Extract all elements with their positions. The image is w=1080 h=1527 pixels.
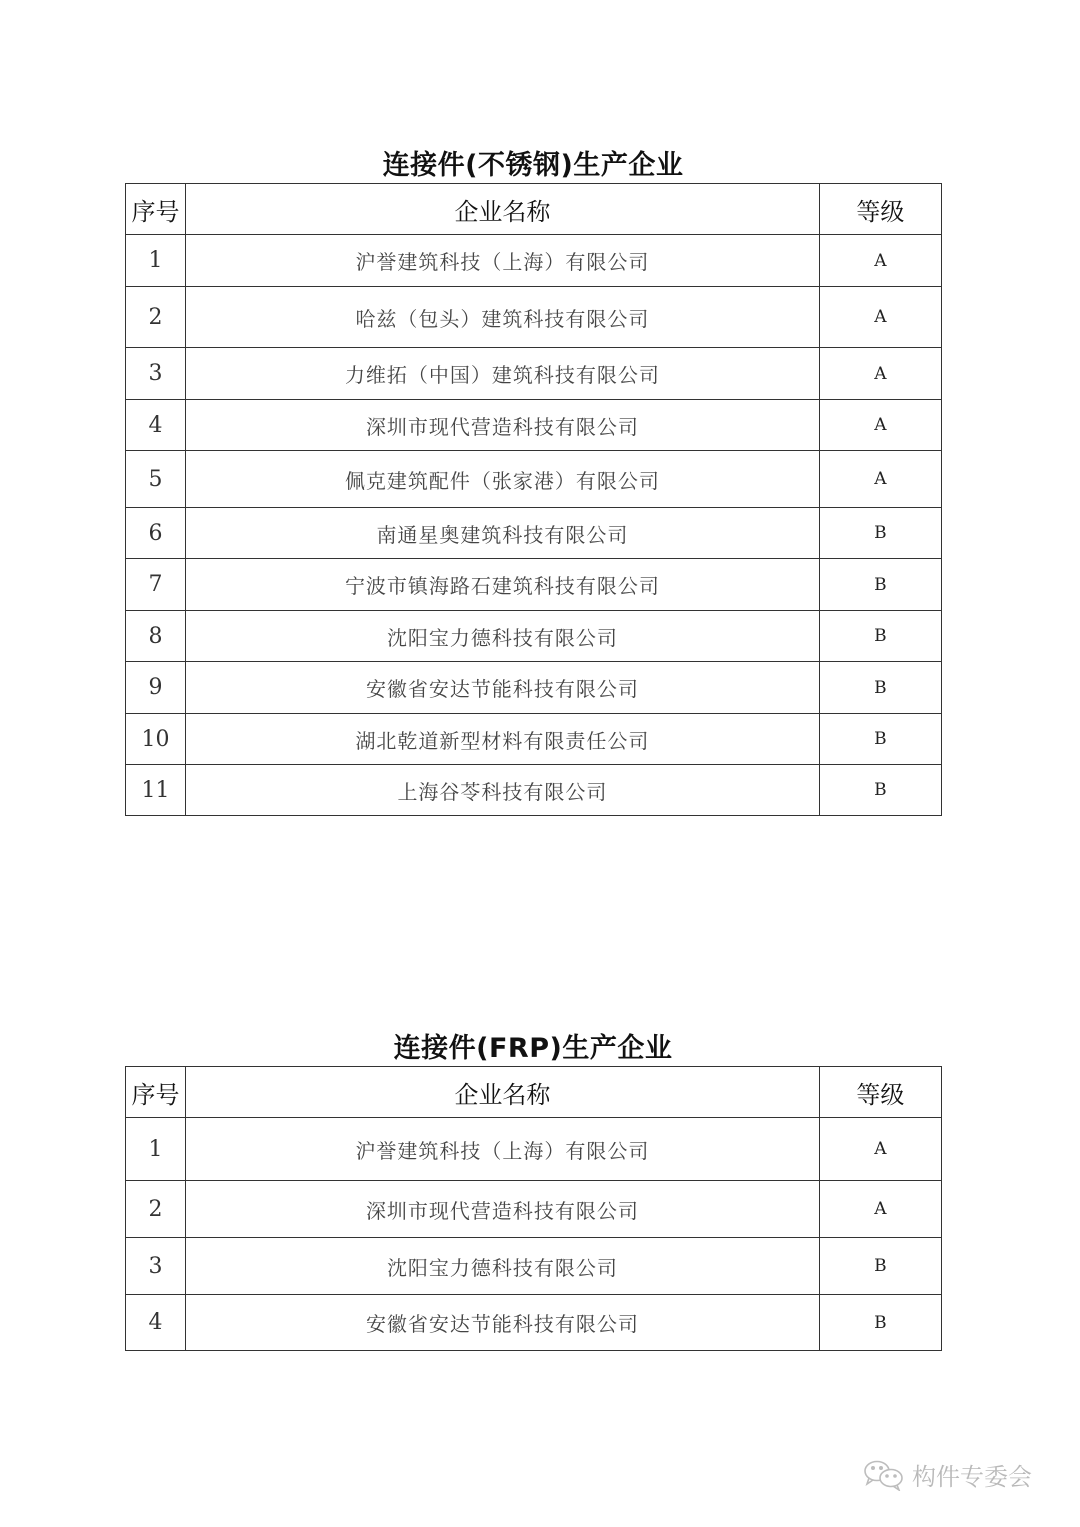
row-grade: B bbox=[819, 611, 941, 662]
header-grade: 等级 bbox=[819, 1067, 941, 1118]
table-row bbox=[126, 1295, 942, 1351]
row-grade: A bbox=[819, 1118, 941, 1181]
row-name: 哈兹（包头）建筑科技有限公司 bbox=[186, 287, 820, 348]
wechat-icon bbox=[862, 1459, 906, 1491]
row-no: 3 bbox=[126, 1238, 186, 1295]
row-name: 安徽省安达节能科技有限公司 bbox=[186, 662, 820, 714]
row-name: 沪誉建筑科技（上海）有限公司 bbox=[186, 1118, 820, 1181]
table-header-row bbox=[126, 1067, 942, 1118]
header-name: 企业名称 bbox=[186, 184, 820, 235]
table-row bbox=[126, 662, 942, 714]
row-name: 沈阳宝力德科技有限公司 bbox=[186, 1238, 820, 1295]
row-grade: B bbox=[819, 662, 941, 714]
row-no: 10 bbox=[126, 714, 186, 765]
table-row bbox=[126, 451, 942, 508]
row-grade: A bbox=[819, 451, 941, 508]
row-no: 11 bbox=[126, 765, 186, 816]
table-row bbox=[126, 348, 942, 400]
row-name: 安徽省安达节能科技有限公司 bbox=[186, 1295, 820, 1351]
row-name: 深圳市现代营造科技有限公司 bbox=[186, 400, 820, 451]
header-grade: 等级 bbox=[819, 184, 941, 235]
row-name: 沈阳宝力德科技有限公司 bbox=[186, 611, 820, 662]
table-row bbox=[126, 508, 942, 559]
row-no: 9 bbox=[126, 662, 186, 714]
header-name: 企业名称 bbox=[186, 1067, 820, 1118]
stainless-connector-table bbox=[125, 183, 942, 816]
watermark bbox=[862, 1457, 1032, 1492]
table-row bbox=[126, 235, 942, 287]
table-row bbox=[126, 559, 942, 611]
row-name: 深圳市现代营造科技有限公司 bbox=[186, 1181, 820, 1238]
row-grade: B bbox=[819, 508, 941, 559]
row-no: 8 bbox=[126, 611, 186, 662]
row-name: 力维拓（中国）建筑科技有限公司 bbox=[186, 348, 820, 400]
row-no: 6 bbox=[126, 508, 186, 559]
row-name: 南通星奥建筑科技有限公司 bbox=[186, 508, 820, 559]
table-row bbox=[126, 611, 942, 662]
row-no: 2 bbox=[126, 1181, 186, 1238]
table-row bbox=[126, 400, 942, 451]
row-name: 上海谷苓科技有限公司 bbox=[186, 765, 820, 816]
table-row bbox=[126, 1118, 942, 1181]
table-row bbox=[126, 287, 942, 348]
header-no: 序号 bbox=[126, 1067, 186, 1118]
row-grade: A bbox=[819, 1181, 941, 1238]
row-no: 4 bbox=[126, 1295, 186, 1351]
table-row bbox=[126, 1238, 942, 1295]
row-grade: B bbox=[819, 1238, 941, 1295]
row-grade: A bbox=[819, 348, 941, 400]
table-row bbox=[126, 1181, 942, 1238]
row-no: 5 bbox=[126, 451, 186, 508]
row-name: 湖北乾道新型材料有限责任公司 bbox=[186, 714, 820, 765]
header-no: 序号 bbox=[126, 184, 186, 235]
table-header-row bbox=[126, 184, 942, 235]
row-no: 1 bbox=[126, 1118, 186, 1181]
row-grade: A bbox=[819, 400, 941, 451]
row-name: 沪誉建筑科技（上海）有限公司 bbox=[186, 235, 820, 287]
table-title-stainless: 连接件(不锈钢)生产企业 bbox=[382, 150, 684, 181]
row-name: 佩克建筑配件（张家港）有限公司 bbox=[186, 451, 820, 508]
row-no: 7 bbox=[126, 559, 186, 611]
watermark-text: 构件专委会 bbox=[912, 1463, 1032, 1491]
table-row bbox=[126, 765, 942, 816]
row-grade: A bbox=[819, 287, 941, 348]
row-grade: B bbox=[819, 765, 941, 816]
row-grade: B bbox=[819, 714, 941, 765]
row-grade: B bbox=[819, 1295, 941, 1351]
table-row bbox=[126, 714, 942, 765]
row-no: 3 bbox=[126, 348, 186, 400]
row-no: 4 bbox=[126, 400, 186, 451]
row-grade: B bbox=[819, 559, 941, 611]
row-no: 2 bbox=[126, 287, 186, 348]
frp-connector-table bbox=[125, 1066, 942, 1351]
row-grade: A bbox=[819, 235, 941, 287]
table-title-frp: 连接件(FRP)生产企业 bbox=[393, 1033, 673, 1064]
row-no: 1 bbox=[126, 235, 186, 287]
row-name: 宁波市镇海路石建筑科技有限公司 bbox=[186, 559, 820, 611]
